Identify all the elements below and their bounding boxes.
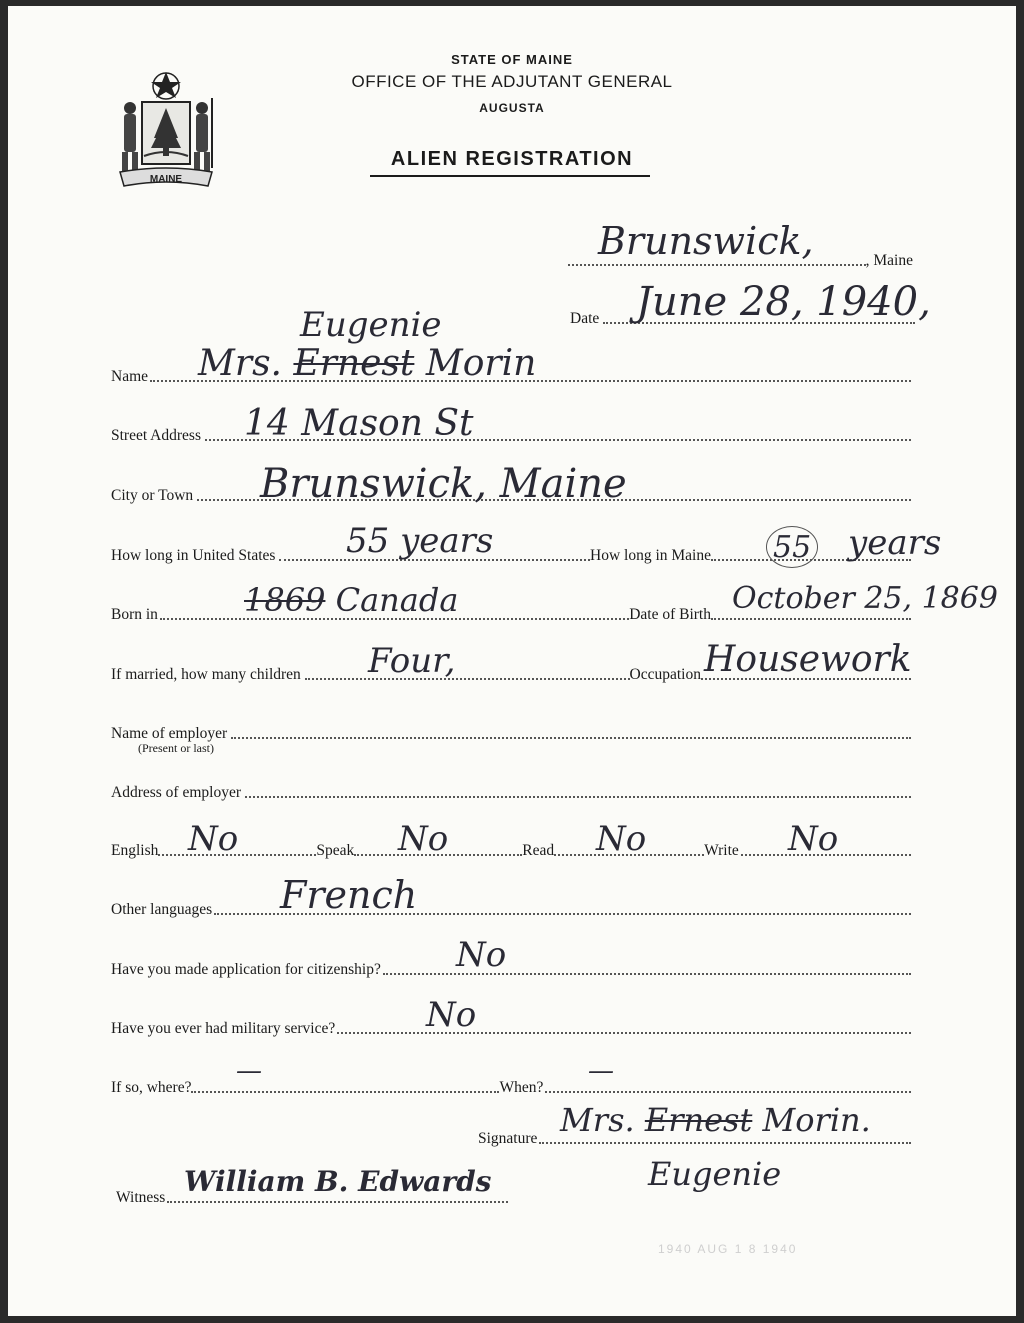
- years-maine-unit: years: [848, 523, 942, 563]
- employer-address-line: [245, 796, 911, 798]
- born-value: [244, 581, 459, 619]
- children-line: [305, 678, 630, 680]
- where-when-row: [111, 1079, 911, 1097]
- signature-value: [560, 1101, 871, 1139]
- citizenship-label: Have you made application for citizenship?: [111, 961, 381, 978]
- name-prefix: Mrs.: [198, 343, 282, 384]
- title-underline: [370, 175, 650, 177]
- employer-address-row: [111, 784, 911, 802]
- read-label: Read: [522, 842, 555, 859]
- street-row: [111, 427, 911, 445]
- write-label: Write: [704, 842, 739, 859]
- speak-label: Speak: [316, 842, 355, 859]
- seal-motto: MAINE: [149, 174, 183, 185]
- english-label: English: [111, 842, 159, 859]
- citizenship-value: No: [456, 935, 507, 975]
- header-state: STATE OF MAINE: [451, 52, 573, 67]
- born-struck: 1869: [244, 581, 326, 619]
- registration-form: [8, 6, 1016, 1316]
- when-value: —: [588, 1056, 614, 1086]
- signature-prefix: Mrs.: [560, 1101, 635, 1139]
- employer-address-label: Address of employer: [111, 784, 241, 801]
- street-value: 14 Mason St: [244, 403, 474, 444]
- name-struck: Ernest: [293, 343, 415, 384]
- header-office: OFFICE OF THE ADJUTANT GENERAL: [351, 72, 673, 91]
- place-line: [568, 264, 866, 266]
- military-line: [337, 1032, 911, 1034]
- born-in-label: Born in: [111, 606, 158, 623]
- employer-label: Name of employer: [111, 725, 228, 742]
- name-label: Name: [111, 368, 149, 385]
- name-correction: Eugenie: [300, 305, 442, 345]
- employer-row: [111, 725, 911, 743]
- other-languages-label: Other languages: [111, 901, 213, 918]
- where-label: If so, where?: [111, 1079, 192, 1096]
- dob-label: Date of Birth: [629, 606, 711, 623]
- how-long-us-label: How long in United States: [111, 547, 276, 564]
- military-row: [111, 1020, 911, 1038]
- signature-correction: Eugenie: [648, 1155, 782, 1193]
- years-us-value: 55 years: [346, 521, 494, 561]
- speak-value: No: [398, 819, 449, 859]
- place-value: Brunswick,: [598, 219, 814, 263]
- where-line: [191, 1091, 499, 1093]
- when-line: [545, 1091, 911, 1093]
- where-value: —: [236, 1056, 262, 1086]
- date-value: June 28, 1940,: [636, 279, 931, 325]
- city-label: City or Town: [111, 487, 194, 504]
- witness-label: Witness: [116, 1189, 166, 1206]
- children-label: If married, how many children: [111, 666, 301, 683]
- military-value: No: [426, 995, 477, 1035]
- how-long-maine-label: How long in Maine: [590, 547, 711, 564]
- signature-label: Signature: [478, 1130, 538, 1147]
- date-label: Date: [570, 310, 600, 327]
- dob-value: October 25, 1869: [732, 581, 998, 616]
- header-city: AUGUSTA: [479, 101, 545, 115]
- dob-line: [711, 618, 911, 620]
- street-label: Street Address: [111, 427, 201, 444]
- write-value: No: [788, 819, 839, 859]
- employer-line: [231, 737, 911, 739]
- occupation-value: Housework: [704, 639, 912, 680]
- read-value: No: [596, 819, 647, 859]
- other-languages-row: [111, 901, 911, 919]
- children-value: Four,: [368, 641, 456, 681]
- born-country: Canada: [335, 581, 459, 619]
- occupation-label: Occupation: [629, 666, 701, 683]
- name-surname: Morin: [425, 343, 537, 384]
- employer-sublabel: (Present or last): [138, 741, 214, 755]
- witness-value: William B. Edwards: [184, 1165, 492, 1198]
- witness-line: [167, 1201, 508, 1203]
- military-label: Have you ever had military service?: [111, 1020, 336, 1037]
- when-label: When?: [499, 1079, 544, 1096]
- received-stamp: 1940 AUG 1 8 1940: [658, 1242, 798, 1256]
- signature-line: [539, 1142, 911, 1144]
- name-value: [198, 343, 537, 384]
- maine-label: , Maine: [865, 252, 913, 269]
- signature-struck: Ernest: [644, 1101, 753, 1139]
- form-title: ALIEN REGISTRATION: [390, 148, 634, 170]
- other-languages-value: French: [280, 873, 418, 917]
- city-value: Brunswick, Maine: [260, 461, 627, 507]
- years-maine-number: 55: [766, 526, 818, 568]
- signature-surname: Morin.: [762, 1101, 871, 1139]
- english-value: No: [188, 819, 239, 859]
- citizenship-row: [111, 961, 911, 979]
